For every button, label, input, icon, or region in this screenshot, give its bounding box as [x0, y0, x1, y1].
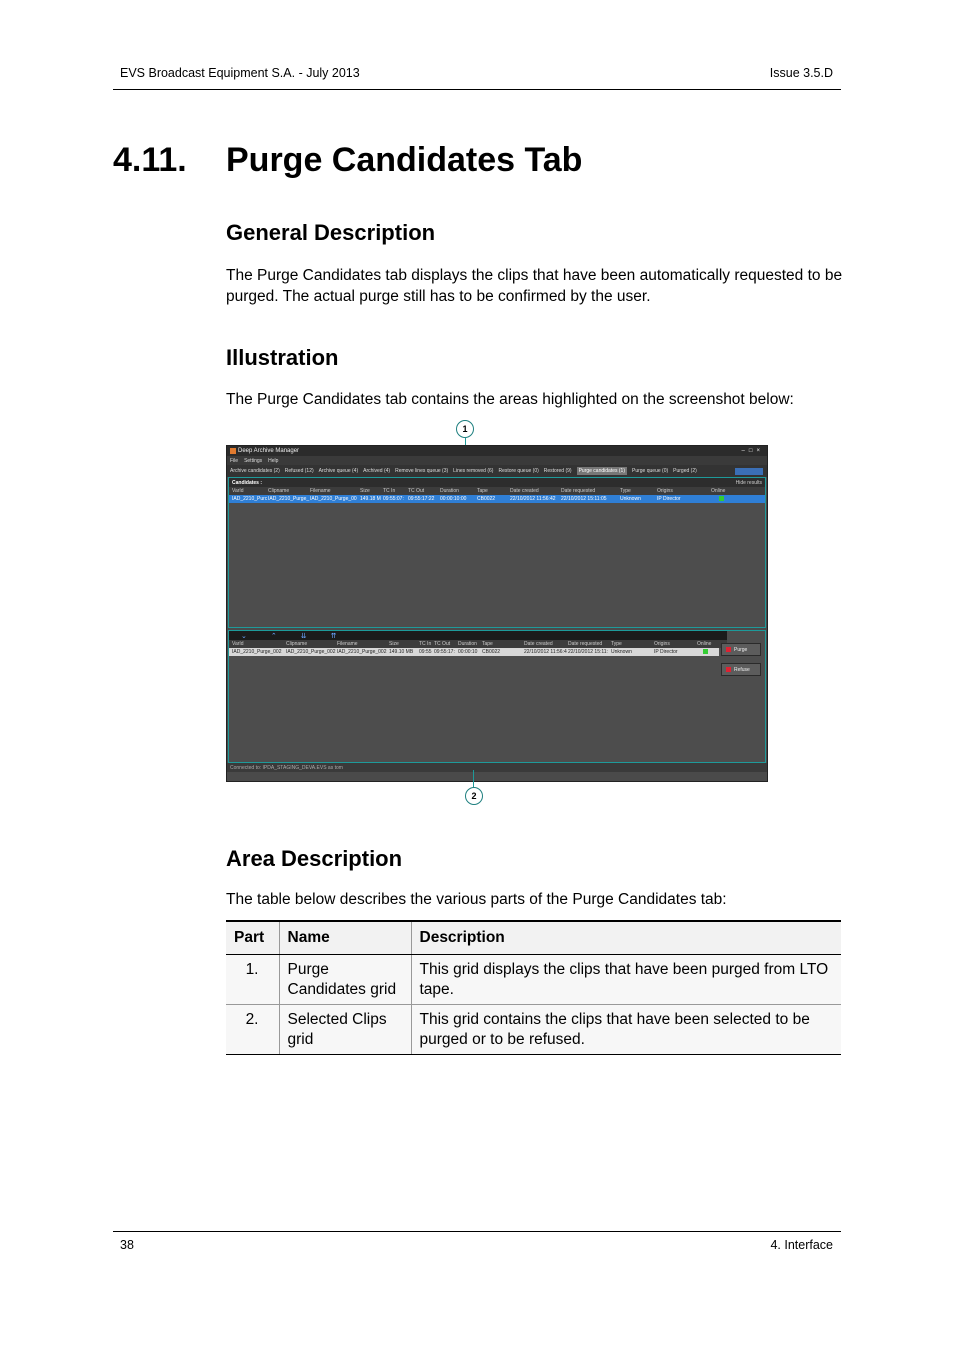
col-tc-out[interactable]: TC Out — [408, 488, 425, 494]
col-tc-out[interactable]: TC Out — [434, 641, 451, 647]
cell-type: Unknown — [611, 649, 632, 655]
tab-lines-removed[interactable]: Lines removed (6) — [453, 468, 494, 474]
col-varid[interactable]: VarId — [232, 641, 244, 647]
move-up-icon[interactable]: ⌃ — [270, 632, 277, 640]
page-title: Purge Candidates Tab — [226, 141, 583, 179]
illustration-heading: Illustration — [226, 345, 339, 370]
toolbar-control[interactable] — [735, 468, 763, 475]
page-number: 38 — [120, 1238, 134, 1252]
tab-bar — [227, 465, 767, 477]
cell-size: 149.18 M — [360, 496, 381, 502]
illustration-text: The Purge Candidates tab contains the areas highlighted on the screenshot below: — [226, 391, 794, 408]
online-status-icon — [697, 649, 717, 656]
callout-2: 2 — [465, 787, 483, 805]
header-left: EVS Broadcast Equipment S.A. - July 2013 — [120, 66, 360, 80]
col-tc-in[interactable]: TC In — [383, 488, 396, 494]
header-rule — [113, 89, 841, 90]
col-clipname[interactable]: Clipname — [286, 641, 308, 647]
purge-button[interactable] — [721, 643, 761, 656]
cell-origins: IP Director — [654, 649, 678, 655]
menu-bar — [227, 456, 767, 465]
cell-date-requested: 22/10/2012 15:11: — [568, 649, 608, 655]
status-bar — [227, 763, 767, 772]
tab-refused[interactable]: Refused (12) — [284, 468, 314, 474]
col-tape[interactable]: Tape — [482, 641, 493, 647]
col-filename[interactable]: Filename — [310, 488, 331, 494]
col-origins[interactable]: Origins — [654, 641, 670, 647]
col-online[interactable]: Online — [697, 641, 712, 647]
col-duration[interactable]: Duration — [440, 488, 459, 494]
app-logo-icon — [230, 448, 236, 454]
area-description-heading: Area Description — [226, 846, 403, 871]
cell-name: Purge Candidates grid — [279, 954, 411, 1004]
move-arrows-bar — [229, 631, 727, 640]
cell-tape: CB0022 — [482, 649, 501, 655]
heading-number: 4.11. — [113, 141, 187, 179]
col-online[interactable]: Online — [711, 488, 726, 494]
cell-description: This grid displays the clips that have been purged from LTO tape. — [411, 954, 841, 1004]
cell-size: 149.10 MB — [389, 649, 414, 655]
col-filename[interactable]: Filename — [337, 641, 358, 647]
cell-filename: IAD_2210_Purge_002 — [337, 649, 387, 655]
hide-results-option[interactable]: Hide results — [735, 479, 762, 486]
menu-help[interactable]: Help — [268, 457, 279, 464]
col-duration[interactable]: Duration — [458, 641, 477, 647]
cell-varid: IAD_2210_Purge_002 — [232, 649, 282, 655]
col-origins[interactable]: Origins — [657, 488, 673, 494]
cell-date-requested: 22/10/2012 15:11:05 — [561, 496, 607, 502]
cell-part: 2. — [226, 1004, 279, 1054]
tab-archive-candidates[interactable]: Archive candidates (2) — [230, 468, 280, 474]
area-description-table — [226, 920, 841, 1055]
table-row[interactable] — [229, 648, 719, 656]
header-right: Issue 3.5.D — [769, 66, 833, 80]
tab-restore-queue[interactable]: Restore queue (0) — [498, 468, 539, 474]
menu-file[interactable]: File — [230, 457, 239, 464]
cell-tc-in: 09:55 — [419, 649, 432, 655]
col-clipname[interactable]: Clipname — [268, 488, 290, 494]
col-size[interactable]: Size — [389, 641, 399, 647]
col-type[interactable]: Type — [620, 488, 631, 494]
cell-clipname: IAD_2210_Purge_002 — [286, 649, 336, 655]
th-part: Part — [226, 921, 279, 954]
cell-origins: IP Director — [657, 496, 681, 502]
col-varid[interactable]: VarId — [232, 488, 244, 494]
table-header-row — [226, 921, 841, 954]
cell-name: Selected Clips grid — [279, 1004, 411, 1054]
pane1-title: Candidates : — [232, 479, 263, 486]
col-date-requested[interactable]: Date requested — [568, 641, 603, 647]
col-size[interactable]: Size — [360, 488, 370, 494]
refuse-button-label: Refuse — [734, 666, 750, 673]
general-description-text: The Purge Candidates tab displays the clips that have been automatically requested to be purged. The actual purge still has to be confirmed by the user. — [226, 267, 843, 305]
tab-archived[interactable]: Archived (4) — [363, 468, 391, 474]
purge-candidates-grid — [228, 477, 766, 628]
cell-clipname: IAD_2210_Purge_ — [268, 496, 310, 502]
callout-1: 1 — [456, 420, 474, 438]
online-status-icon — [711, 496, 735, 503]
pane1-header — [229, 478, 765, 487]
cell-tape: CB0022 — [477, 496, 496, 502]
col-tape[interactable]: Tape — [477, 488, 488, 494]
purge-button-label: Purge — [734, 646, 748, 653]
th-description: Description — [411, 921, 841, 954]
table-row — [226, 1004, 841, 1054]
cell-date-created: 22/10/2012 11:56:4 — [524, 649, 567, 655]
cell-duration: 00:00:10 — [458, 649, 478, 655]
screenshot-deep-archive-manager — [226, 445, 768, 782]
table-row[interactable] — [229, 495, 765, 503]
cell-tc-out: 09:55:17: — [434, 649, 455, 655]
cell-tc-in: 09:55:07: — [383, 496, 404, 502]
pane2-column-headers — [229, 640, 727, 648]
cell-description: This grid contains the clips that have been selected to be purged or to be refused. — [411, 1004, 841, 1054]
move-down-icon[interactable]: ⌄ — [241, 632, 247, 640]
tab-purge-candidates[interactable]: Purge candidates (1) — [578, 468, 625, 474]
footer-rule — [113, 1231, 841, 1232]
window-controls-icon: –□× — [741, 448, 764, 454]
tab-purged[interactable]: Purged (2) — [673, 468, 697, 474]
cell-filename: IAD_2210_Purge_00 — [310, 496, 357, 502]
move-all-down-icon[interactable]: ⇊ — [300, 632, 307, 640]
col-tc-in[interactable]: TC In — [419, 641, 432, 647]
tab-restored[interactable]: Restored (9) — [543, 468, 572, 474]
pane1-column-headers — [229, 487, 765, 495]
status-text: Connected to: IPDA_STAGING_DEVA.EVS as tom — [230, 764, 343, 771]
cell-type: Unknown — [620, 496, 641, 502]
general-description-heading: General Description — [226, 220, 436, 245]
th-name: Name — [279, 921, 411, 954]
col-date-requested[interactable]: Date requested — [561, 488, 596, 494]
refuse-button[interactable] — [721, 663, 761, 676]
footer-chapter: 4. Interface — [770, 1238, 833, 1252]
cell-date-created: 22/10/2012 11:56:42 — [510, 496, 556, 502]
tab-archive-queue[interactable]: Archive queue (4) — [318, 468, 359, 474]
table-row — [226, 954, 841, 1004]
tab-purge-queue[interactable]: Purge queue (0) — [632, 468, 669, 474]
window-titlebar — [227, 446, 767, 456]
cell-part: 1. — [226, 954, 279, 1004]
area-description-text: The table below describes the various parts of the Purge Candidates tab: — [226, 891, 727, 908]
selected-clips-grid — [228, 630, 766, 763]
tab-remove-lines-queue[interactable]: Remove lines queue (3) — [395, 468, 449, 474]
window-title: Deep Archive Manager — [238, 448, 300, 454]
move-all-up-icon[interactable]: ⇈ — [330, 632, 337, 640]
cell-tc-out: 09:55:17:22 — [408, 496, 435, 502]
col-type[interactable]: Type — [611, 641, 622, 647]
refuse-icon — [726, 667, 731, 672]
purge-icon — [726, 647, 731, 652]
callout-2-line — [473, 770, 474, 787]
col-date-created[interactable]: Date created — [524, 641, 553, 647]
menu-settings[interactable]: Settings — [244, 457, 263, 464]
col-date-created[interactable]: Date created — [510, 488, 539, 494]
cell-varid: IAD_2210_Purc — [232, 496, 268, 502]
cell-duration: 00:00:10:00 — [440, 496, 467, 502]
